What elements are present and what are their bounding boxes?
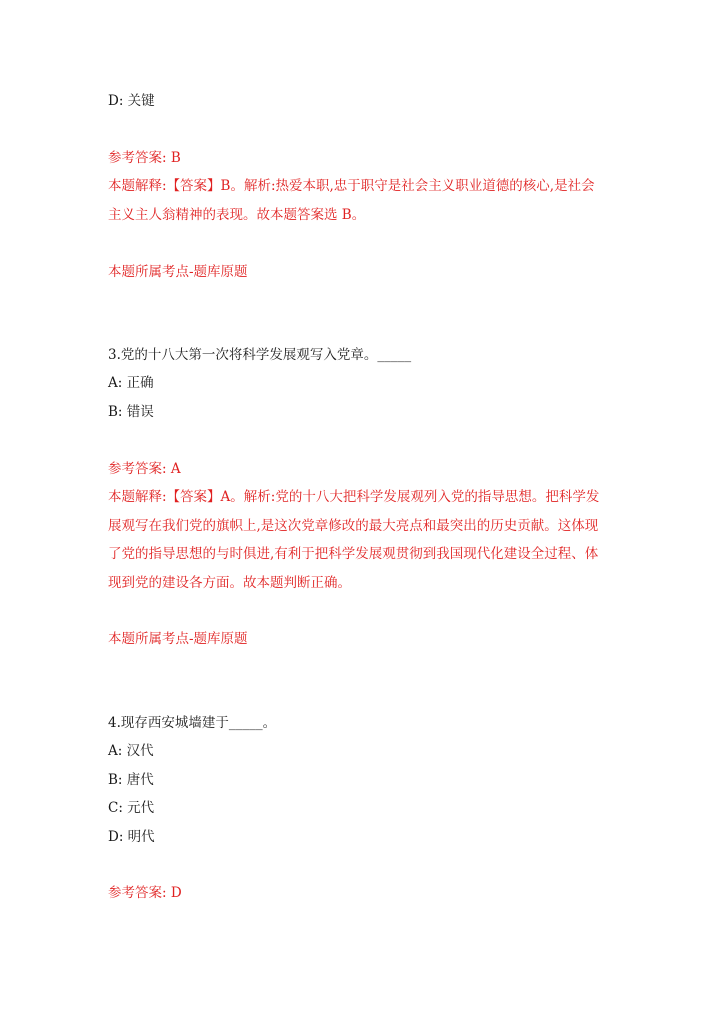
q2-answer: 参考答案: B bbox=[108, 150, 181, 166]
q4-question: 4.现存西安城墙建于_____。 bbox=[108, 715, 277, 731]
q2-explanation: 本题解释:【答案】B。解析:热爱本职,忠于职守是社会主义职业道德的核心,是社会主义主人翁精神的表现。故本题答案选 B。 bbox=[108, 178, 595, 223]
q4-option-a: A: 汉代 bbox=[108, 743, 154, 759]
q3-explanation: 本题解释:【答案】A。解析:党的十八大把科学发展观列入党的指导思想。把科学发展观写在我们党的旗帜上,是这次党章修改的最大亮点和最突出的历史贡献。这体现了党的指导思想的与时俱进,有利于把科学发展观贯彻到我国现代化建设全过程、体现到党的建设各方面。故本题判断正确。 bbox=[108, 489, 600, 591]
q2-source: 本题所属考点-题库原题 bbox=[108, 264, 248, 280]
q3-question: 3.党的十八大第一次将科学发展观写入党章。_____ bbox=[108, 347, 412, 363]
q3-option-b: B: 错误 bbox=[108, 404, 154, 420]
q3-answer: 参考答案: A bbox=[108, 461, 181, 477]
q4-option-c: C: 元代 bbox=[108, 800, 155, 816]
q3-source: 本题所属考点-题库原题 bbox=[108, 631, 248, 647]
q4-option-b: B: 唐代 bbox=[108, 772, 154, 788]
q4-option-d: D: 明代 bbox=[108, 829, 155, 845]
q3-option-a: A: 正确 bbox=[108, 375, 154, 391]
q4-answer: 参考答案: D bbox=[108, 885, 182, 901]
q2-option-d: D: 关键 bbox=[108, 93, 155, 109]
